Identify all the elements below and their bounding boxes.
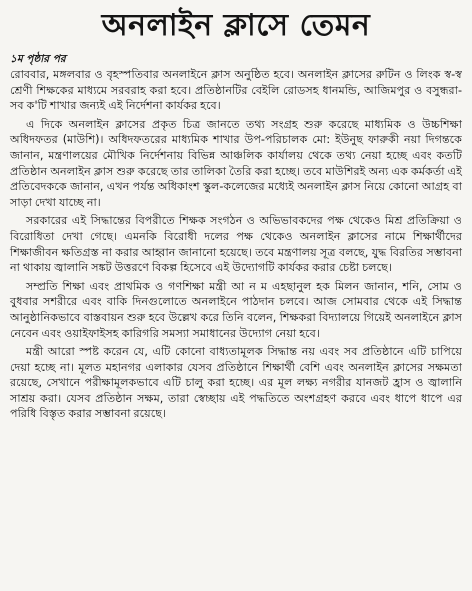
continued-from-page: ১ম পৃষ্ঠার পর	[10, 53, 66, 65]
article-paragraph-1: রোববার, মঙ্গলবার ও বৃহস্পতিবার অনলাইনে ক্লাস অনুষ্ঠিত হবে। অনলাইন ক্লাসের রুটিন ও লিংক স্ব-স্ব শ্রেণী শিক্ষকের মাধ্যমে সরবরাহ করা হবে। প্রতিষ্ঠানটির বেইলি রোডসহ ধানমন্ডি, আজিমপুর ও বসুন্ধরা- সব ক'টি শাখার জন্যই এই নির্দেশনা কার্যকর হবে।	[10, 68, 462, 113]
article-paragraph-3: সরকারের এই সিদ্ধান্তের বিপরীতে শিক্ষক সংগঠন ও অভিভাবকদের পক্ষ থেকেও মিশ্র প্রতিক্রিয়া ও বিরোধিতা দেখা গেছে। এমনকি বিরোধী দলের পক্ষ থেকেও অনলাইন ক্লাসের নামে শিক্ষার্থীদের শিক্ষাজীবন ক্ষতিগ্রস্ত না করার আহ্বান জানানো হয়েছে। তবে মন্ত্রণালয় সূত্র বলছে, যুদ্ধ বিরতির সম্ভাবনা না থাকায় জ্বালানি সঙ্কট উত্তরণে বিকল্প হিসেবে এই উদ্যোগটি কার্যকর করার চেষ্টা চলছে।	[10, 214, 462, 275]
article-paragraph-5: মন্ত্রী আরো স্পষ্ট করেন যে, এটি কোনো বাধ্যতামূলক সিদ্ধান্ত নয় এবং সব প্রতিষ্ঠানে এটি চাপিয়ে দেয়া হচ্ছে না। মূলত মহানগর এলাকার যেসব প্রতিষ্ঠানে শিক্ষার্থী বেশি এবং অনলাইন ক্লাসের সক্ষমতা রয়েছে, সেখানে পরীক্ষামূলকভাবে এটি চালু করা হচ্ছে। এর মূল লক্ষ্য নগরীর যানজট হ্রাস ও জ্বালানি সাশ্রয় করা। যেসব প্রতিষ্ঠান সক্ষম, তারা স্বেচ্ছায় এই পদ্ধতিতে অংশগ্রহণ করবে এবং ধাপে ধাপে এর পরিধি বিস্তৃত করার সম্ভাবনা রয়েছে।	[10, 345, 462, 421]
article-headline: অনলাইন ক্লাসে তেমন	[101, 8, 371, 43]
article-paragraph-2: এ দিকে অনলাইন ক্লাসের প্রকৃত চিত্র জানতে তথ্য সংগ্রহ শুরু করেছে মাধ্যমিক ও উচ্চশিক্ষা অধিদফতর (মাউশি)। অধিদফতরের মাধ্যমিক শাখার উপ-পরিচালক মো: ইউনুছ ফারুকী নয়া দিগন্তকে জানান, মন্ত্রণালয়ের মৌখিক নির্দেশনায় বিভিন্ন আঞ্চলিক কার্যালয় থেকে তথ্য নেয়া হচ্ছে এবং কতটি প্রতিষ্ঠান অনলাইন ক্লাস শুরু করেছে তার তালিকা তৈরি করা হচ্ছে। তবে মাউশিরই অন্য এক কর্মকর্তা এই প্রতিবেদককে জানান, এখন পর্যন্ত অধিকাংশ স্কুল-কলেজের মধ্যেই অনলাইন ক্লাস নিয়ে কোনো আগ্রহ বা সাড়া দেখা যাচ্ছে না।	[10, 117, 462, 209]
article-paragraph-4: সম্প্রতি শিক্ষা এবং প্রাথমিক ও গণশিক্ষা মন্ত্রী আ ন ম এহছানুল হক মিলন জানান, শনি, সোম ও বুধবার সশরীরে এবং বাকি দিনগুলোতে অনলাইনে পাঠদান চলবে। আজ সোমবার থেকে এই সিদ্ধান্ত আনুষ্ঠানিকভাবে বাস্তবায়ন শুরু হবে উল্লেখ করে তিনি বলেন, শিক্ষকরা বিদ্যালয়ে গিয়েই অনলাইনে ক্লাস নেবেন এবং ওয়াইফাইসহ কারিগরি সমস্যা সমাধানের উদ্যোগ নেয়া হবে।	[10, 279, 462, 340]
